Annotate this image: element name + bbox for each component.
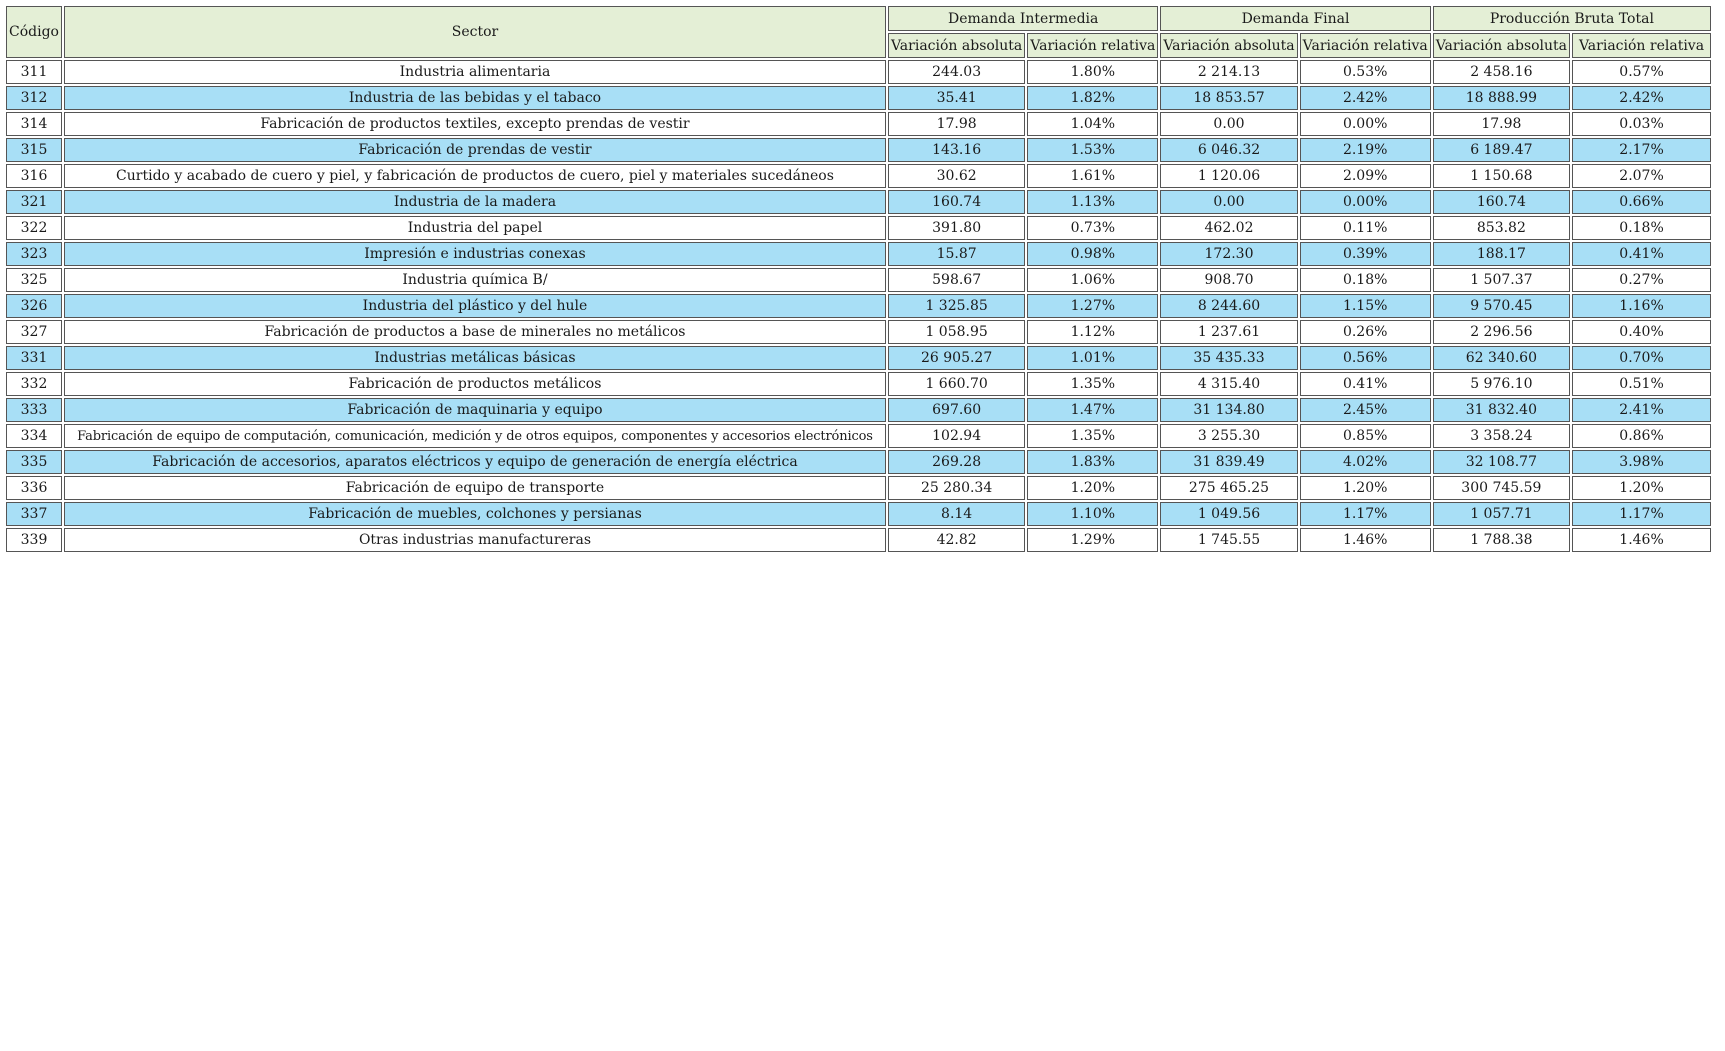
df-rel-cell: 2.45% (1300, 398, 1431, 422)
df-rel-cell: 0.00% (1300, 190, 1431, 214)
pbt-abs-cell: 32 108.77 (1433, 450, 1570, 474)
pbt-abs-cell: 160.74 (1433, 190, 1570, 214)
di-abs-cell: 160.74 (888, 190, 1025, 214)
di-abs-cell: 697.60 (888, 398, 1025, 422)
sector-cell: Fabricación de productos textiles, excepto prendas de vestir (64, 112, 886, 136)
sector-cell: Impresión e industrias conexas (64, 242, 886, 266)
di-abs-cell: 35.41 (888, 86, 1025, 110)
df-rel-cell: 0.00% (1300, 112, 1431, 136)
di-rel-cell: 1.12% (1027, 320, 1158, 344)
pbt-rel-cell: 0.66% (1572, 190, 1711, 214)
pbt-rel-cell: 0.70% (1572, 346, 1711, 370)
header-pbt-abs: Variación absoluta (1433, 33, 1570, 58)
df-rel-cell: 1.15% (1300, 294, 1431, 318)
table-row (6, 112, 1711, 136)
di-rel-cell: 1.06% (1027, 268, 1158, 292)
df-abs-cell: 31 134.80 (1160, 398, 1297, 422)
pbt-rel-cell: 1.16% (1572, 294, 1711, 318)
di-abs-cell: 8.14 (888, 502, 1025, 526)
di-rel-cell: 1.61% (1027, 164, 1158, 188)
df-abs-cell: 275 465.25 (1160, 476, 1297, 500)
df-rel-cell: 0.53% (1300, 60, 1431, 84)
codigo-cell: 332 (6, 372, 62, 396)
codigo-cell: 326 (6, 294, 62, 318)
di-abs-cell: 1 325.85 (888, 294, 1025, 318)
header-row-groups (6, 6, 1711, 31)
di-rel-cell: 1.10% (1027, 502, 1158, 526)
sector-cell: Industrias metálicas básicas (64, 346, 886, 370)
pbt-abs-cell: 9 570.45 (1433, 294, 1570, 318)
pbt-rel-cell: 2.07% (1572, 164, 1711, 188)
df-rel-cell: 0.39% (1300, 242, 1431, 266)
pbt-rel-cell: 1.17% (1572, 502, 1711, 526)
pbt-rel-cell: 0.27% (1572, 268, 1711, 292)
pbt-abs-cell: 300 745.59 (1433, 476, 1570, 500)
df-abs-cell: 1 049.56 (1160, 502, 1297, 526)
df-abs-cell: 0.00 (1160, 190, 1297, 214)
codigo-cell: 331 (6, 346, 62, 370)
codigo-cell: 312 (6, 86, 62, 110)
codigo-cell: 327 (6, 320, 62, 344)
table-row (6, 476, 1711, 500)
table-row (6, 164, 1711, 188)
sector-cell: Industria alimentaria (64, 60, 886, 84)
df-rel-cell: 0.56% (1300, 346, 1431, 370)
pbt-rel-cell: 2.41% (1572, 398, 1711, 422)
codigo-cell: 315 (6, 138, 62, 162)
codigo-cell: 335 (6, 450, 62, 474)
header-di-rel: Variación relativa (1027, 33, 1158, 58)
pbt-rel-cell: 0.40% (1572, 320, 1711, 344)
variation-table (4, 4, 1713, 554)
df-rel-cell: 0.26% (1300, 320, 1431, 344)
table-header (6, 6, 1711, 58)
df-rel-cell: 2.09% (1300, 164, 1431, 188)
table-row (6, 502, 1711, 526)
pbt-rel-cell: 3.98% (1572, 450, 1711, 474)
sector-cell: Curtido y acabado de cuero y piel, y fabricación de productos de cuero, piel y materiales sucedáneos (64, 164, 886, 188)
codigo-cell: 333 (6, 398, 62, 422)
di-rel-cell: 1.27% (1027, 294, 1158, 318)
header-produccion-bruta-total: Producción Bruta Total (1433, 6, 1711, 31)
sector-cell: Fabricación de productos metálicos (64, 372, 886, 396)
table-row (6, 138, 1711, 162)
df-rel-cell: 1.17% (1300, 502, 1431, 526)
df-abs-cell: 35 435.33 (1160, 346, 1297, 370)
sector-cell: Fabricación de equipo de computación, comunicación, medición y de otros equipos, componentes y accesorios electrónicos (64, 424, 886, 448)
pbt-abs-cell: 1 057.71 (1433, 502, 1570, 526)
di-abs-cell: 26 905.27 (888, 346, 1025, 370)
header-df-rel: Variación relativa (1300, 33, 1431, 58)
table-row (6, 398, 1711, 422)
table-row (6, 294, 1711, 318)
di-rel-cell: 1.82% (1027, 86, 1158, 110)
df-rel-cell: 0.11% (1300, 216, 1431, 240)
table-row (6, 320, 1711, 344)
di-abs-cell: 30.62 (888, 164, 1025, 188)
header-pbt-rel: Variación relativa (1572, 33, 1711, 58)
di-rel-cell: 1.83% (1027, 450, 1158, 474)
codigo-cell: 311 (6, 60, 62, 84)
pbt-rel-cell: 0.41% (1572, 242, 1711, 266)
pbt-abs-cell: 31 832.40 (1433, 398, 1570, 422)
pbt-abs-cell: 17.98 (1433, 112, 1570, 136)
df-abs-cell: 2 214.13 (1160, 60, 1297, 84)
codigo-cell: 314 (6, 112, 62, 136)
pbt-abs-cell: 853.82 (1433, 216, 1570, 240)
di-abs-cell: 391.80 (888, 216, 1025, 240)
di-abs-cell: 1 660.70 (888, 372, 1025, 396)
di-rel-cell: 1.20% (1027, 476, 1158, 500)
sector-cell: Industria de la madera (64, 190, 886, 214)
df-abs-cell: 908.70 (1160, 268, 1297, 292)
sector-cell: Industria de las bebidas y el tabaco (64, 86, 886, 110)
di-rel-cell: 0.98% (1027, 242, 1158, 266)
table-row (6, 372, 1711, 396)
di-rel-cell: 1.35% (1027, 424, 1158, 448)
sector-cell: Fabricación de accesorios, aparatos eléctricos y equipo de generación de energía eléctrica (64, 450, 886, 474)
pbt-abs-cell: 6 189.47 (1433, 138, 1570, 162)
header-df-abs: Variación absoluta (1160, 33, 1297, 58)
codigo-cell: 323 (6, 242, 62, 266)
df-abs-cell: 0.00 (1160, 112, 1297, 136)
table-row (6, 268, 1711, 292)
df-rel-cell: 0.41% (1300, 372, 1431, 396)
sector-cell: Industria química B/ (64, 268, 886, 292)
df-abs-cell: 8 244.60 (1160, 294, 1297, 318)
di-rel-cell: 1.01% (1027, 346, 1158, 370)
pbt-rel-cell: 2.42% (1572, 86, 1711, 110)
sector-cell: Fabricación de muebles, colchones y persianas (64, 502, 886, 526)
df-rel-cell: 4.02% (1300, 450, 1431, 474)
pbt-rel-cell: 0.57% (1572, 60, 1711, 84)
header-demanda-final: Demanda Final (1160, 6, 1430, 31)
table-row (6, 424, 1711, 448)
header-demanda-intermedia: Demanda Intermedia (888, 6, 1158, 31)
codigo-cell: 325 (6, 268, 62, 292)
sector-cell: Otras industrias manufactureras (64, 528, 886, 552)
pbt-abs-cell: 5 976.10 (1433, 372, 1570, 396)
di-rel-cell: 1.04% (1027, 112, 1158, 136)
di-abs-cell: 269.28 (888, 450, 1025, 474)
pbt-abs-cell: 1 788.38 (1433, 528, 1570, 552)
sector-cell: Fabricación de maquinaria y equipo (64, 398, 886, 422)
di-abs-cell: 143.16 (888, 138, 1025, 162)
df-abs-cell: 462.02 (1160, 216, 1297, 240)
di-abs-cell: 25 280.34 (888, 476, 1025, 500)
codigo-cell: 321 (6, 190, 62, 214)
sector-cell: Industria del papel (64, 216, 886, 240)
di-rel-cell: 1.29% (1027, 528, 1158, 552)
df-abs-cell: 1 237.61 (1160, 320, 1297, 344)
df-rel-cell: 1.46% (1300, 528, 1431, 552)
di-rel-cell: 1.53% (1027, 138, 1158, 162)
codigo-cell: 336 (6, 476, 62, 500)
codigo-cell: 339 (6, 528, 62, 552)
table-row (6, 60, 1711, 84)
sector-cell: Fabricación de equipo de transporte (64, 476, 886, 500)
pbt-rel-cell: 0.86% (1572, 424, 1711, 448)
pbt-abs-cell: 1 150.68 (1433, 164, 1570, 188)
pbt-rel-cell: 1.20% (1572, 476, 1711, 500)
pbt-abs-cell: 2 458.16 (1433, 60, 1570, 84)
df-rel-cell: 0.18% (1300, 268, 1431, 292)
sector-cell: Industria del plástico y del hule (64, 294, 886, 318)
header-sector: Sector (64, 6, 886, 58)
df-abs-cell: 3 255.30 (1160, 424, 1297, 448)
table-row (6, 528, 1711, 552)
pbt-rel-cell: 0.18% (1572, 216, 1711, 240)
di-abs-cell: 244.03 (888, 60, 1025, 84)
di-abs-cell: 1 058.95 (888, 320, 1025, 344)
sector-cell: Fabricación de prendas de vestir (64, 138, 886, 162)
table-row (6, 242, 1711, 266)
header-codigo: Código (6, 6, 62, 58)
header-di-abs: Variación absoluta (888, 33, 1025, 58)
df-abs-cell: 1 120.06 (1160, 164, 1297, 188)
df-abs-cell: 4 315.40 (1160, 372, 1297, 396)
codigo-cell: 316 (6, 164, 62, 188)
di-abs-cell: 17.98 (888, 112, 1025, 136)
di-rel-cell: 1.35% (1027, 372, 1158, 396)
pbt-abs-cell: 1 507.37 (1433, 268, 1570, 292)
di-rel-cell: 1.13% (1027, 190, 1158, 214)
df-abs-cell: 31 839.49 (1160, 450, 1297, 474)
codigo-cell: 334 (6, 424, 62, 448)
pbt-abs-cell: 2 296.56 (1433, 320, 1570, 344)
df-rel-cell: 2.42% (1300, 86, 1431, 110)
table-body (6, 60, 1711, 552)
pbt-abs-cell: 3 358.24 (1433, 424, 1570, 448)
pbt-abs-cell: 188.17 (1433, 242, 1570, 266)
table-row (6, 346, 1711, 370)
table-row (6, 216, 1711, 240)
df-abs-cell: 1 745.55 (1160, 528, 1297, 552)
di-abs-cell: 15.87 (888, 242, 1025, 266)
codigo-cell: 322 (6, 216, 62, 240)
di-abs-cell: 102.94 (888, 424, 1025, 448)
table-row (6, 450, 1711, 474)
pbt-rel-cell: 0.51% (1572, 372, 1711, 396)
table-row (6, 86, 1711, 110)
table-row (6, 190, 1711, 214)
di-rel-cell: 1.80% (1027, 60, 1158, 84)
pbt-rel-cell: 1.46% (1572, 528, 1711, 552)
pbt-abs-cell: 62 340.60 (1433, 346, 1570, 370)
df-abs-cell: 172.30 (1160, 242, 1297, 266)
df-rel-cell: 2.19% (1300, 138, 1431, 162)
di-rel-cell: 0.73% (1027, 216, 1158, 240)
di-rel-cell: 1.47% (1027, 398, 1158, 422)
di-abs-cell: 598.67 (888, 268, 1025, 292)
pbt-abs-cell: 18 888.99 (1433, 86, 1570, 110)
df-abs-cell: 6 046.32 (1160, 138, 1297, 162)
df-rel-cell: 0.85% (1300, 424, 1431, 448)
df-rel-cell: 1.20% (1300, 476, 1431, 500)
pbt-rel-cell: 2.17% (1572, 138, 1711, 162)
codigo-cell: 337 (6, 502, 62, 526)
di-abs-cell: 42.82 (888, 528, 1025, 552)
sector-cell: Fabricación de productos a base de minerales no metálicos (64, 320, 886, 344)
pbt-rel-cell: 0.03% (1572, 112, 1711, 136)
df-abs-cell: 18 853.57 (1160, 86, 1297, 110)
